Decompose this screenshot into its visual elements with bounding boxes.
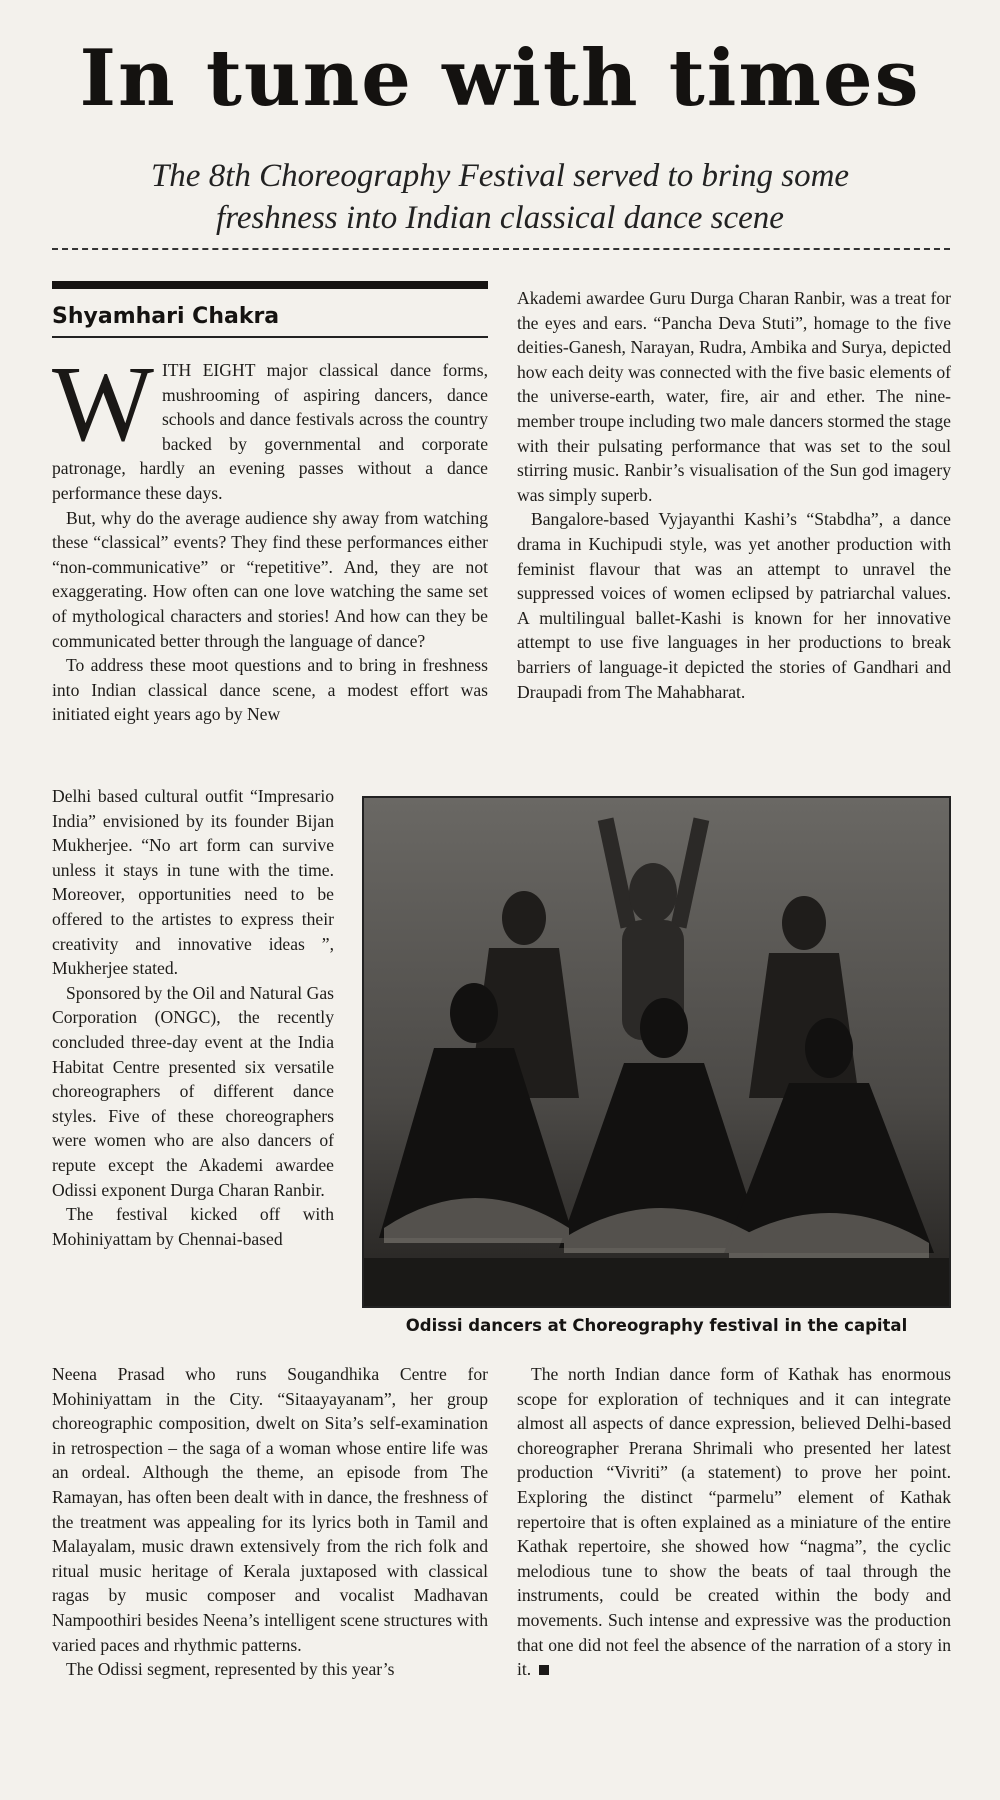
subheadline — [80, 155, 920, 239]
dancers-photo — [362, 796, 951, 1308]
paragraph: To address these moot questions and to bring in freshness into Indian classical dance scene, a modest effort was initiated eight years ago by New — [52, 655, 488, 725]
bottom-left-column — [52, 1362, 488, 1682]
subheadline-line-1: The 8th Choreography Festival served to bring some — [150, 158, 850, 194]
end-of-article-mark — [539, 1665, 549, 1675]
dashed-divider — [52, 248, 950, 250]
left-column — [52, 345, 488, 727]
paragraph — [517, 1362, 951, 1682]
byline: Shyamhari Chakra — [52, 304, 280, 329]
drop-cap: W — [52, 345, 154, 464]
narrow-column — [52, 784, 334, 1251]
paragraph: Sponsored by the Oil and Natural Gas Corporation (ONGC), the recently concluded three-day event at the India Habitat Centre presented six versatile choreographers of different dance styles. Five of these choreographers were women who are also dancers of repute except the Akademi awardee Odissi exponent Durga Charan Ranbir. — [52, 982, 334, 1200]
paragraph-text: The north Indian dance form of Kathak has enormous scope for exploration of techniques and it can integrate almost all aspects of dance expression, believed Delhi-based choreographer Prerana Shrimali who presented her latest production “Vivriti” (a statement) to prove her point. Exploring the distinct “parmelu” element of Kathak repertoire that is often explained as a miniature of the entire Kathak repertoire, she showed how “nagma”, the cyclic melodious tune to show the beats of taal through the instruments, could be created within the body and movements. Such intense and expressive was the production that one did not feel the absence of the narration of a story in it. — [517, 1364, 951, 1680]
byline-bar — [52, 281, 488, 289]
paragraph-intro-text: ITH EIGHT major classical dance forms, mushrooming of aspiring dancers, dance schools and dance festivals across the country backed by governmental and corporate patronage, hardly an evening passes without a dance performance these days. — [52, 360, 488, 503]
paragraph: The festival kicked off with Mohiniyattam by Chennai-based — [52, 1204, 334, 1249]
right-column — [517, 286, 951, 704]
paragraph: Bangalore-based Vyjayanthi Kashi’s “Stabdha”, a dance drama in Kuchipudi style, was yet another production with feminist flavour that was an attempt to unravel the suppressed voices of women eclipsed by patriarchal values. A multilingual ballet-Kashi is known for her innovative attempt to use five languages in her productions to break barriers of language-it depicted the stories of Gandhari and Draupadi from The Mahabharat. — [517, 509, 951, 702]
dancers-illustration — [364, 798, 949, 1306]
byline-rule — [52, 336, 488, 338]
bottom-right-column — [517, 1362, 951, 1682]
headline: In tune with times — [79, 33, 921, 124]
paragraph: Neena Prasad who runs Sougandhika Centre for Mohiniyattam in the City. “Sitaayayanam”, her group choreographic composition, dwelt on Sita’s self-examination in retrospection – the saga of a woman whose entire life was an ordeal. Although the theme, an episode from The Ramayan, has often been dealt with in dance, the freshness of the treatment was appealing for its lyrics both in Tamil and Malayalam, music drawn extensively from the rich folk and ritual music heritage of Kerala juxtaposed with classical ragas by music composer and vocalist Madhavan Nampoothiri besides Neena’s intelligent scene structures with varied paces and rhythmic patterns. — [52, 1364, 488, 1655]
paragraph: But, why do the average audience shy away from watching these “classical” events? They find these performances either “non-communicative” or “repetitive”. And, they are not exaggerating. How often can one love watching the same set of mythological characters and stories! And how can they be communicated better through the language of dance? — [52, 507, 488, 651]
subheadline-line-2: freshness into Indian classical dance scene — [216, 200, 784, 236]
paragraph-intro — [52, 345, 488, 506]
photo-caption: Odissi dancers at Choreography festival in the capital — [405, 1316, 908, 1335]
paragraph: Delhi based cultural outfit “Impresario India” envisioned by its founder Bijan Mukherjee. “No art form can survive unless it stays in tune with the time. Moreover, opportunities need to be offered to the artistes to express their creativity and innovative ideas ”, Mukherjee stated. — [52, 786, 334, 979]
paragraph: Akademi awardee Guru Durga Charan Ranbir, was a treat for the eyes and ears. “Pancha Deva Stuti”, homage to the five deities-Ganesh, Narayan, Rudra, Ambika and Surya, depicted how each deity was connected with the five basic elements of the universe-earth, water, fire, air and ether. The nine-member troupe including two male dancers stormed the stage with their pulsating performance that was set to the soul stirring music. Ranbir’s visualisation of the Sun god imagery was simply superb. — [517, 288, 951, 505]
paragraph: The Odissi segment, represented by this year’s — [66, 1659, 395, 1680]
